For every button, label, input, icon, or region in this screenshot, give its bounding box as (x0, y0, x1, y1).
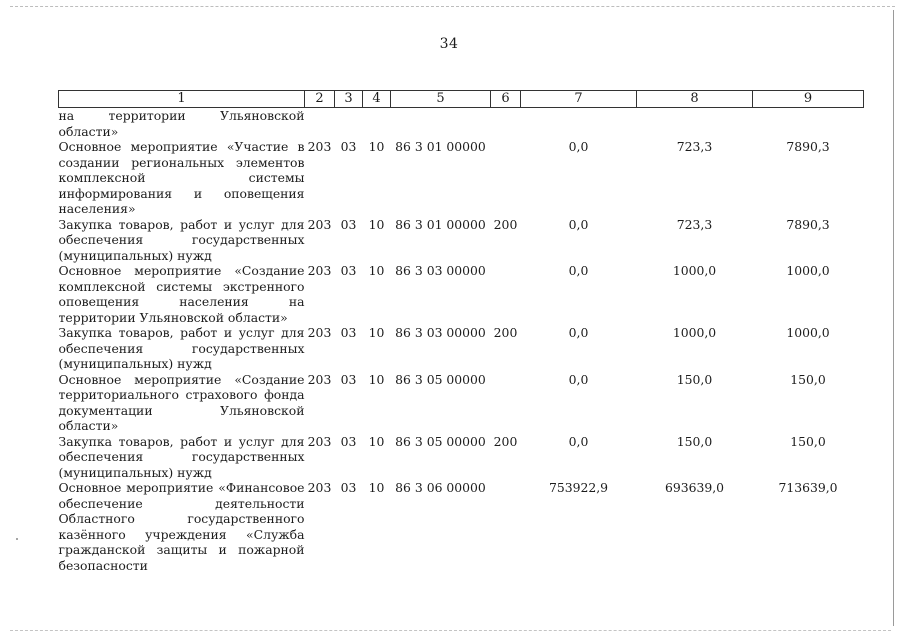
table-row (59, 434, 864, 481)
row-code-2: 203 (307, 263, 332, 278)
row-value-9: 7890,3 (786, 216, 830, 232)
row-code-3: 03 (340, 325, 357, 340)
table-row (59, 139, 864, 217)
row-code-2: 203 (307, 371, 332, 387)
budget-table (58, 90, 864, 573)
header-col-3: 3 (335, 91, 363, 108)
header-col-8: 8 (637, 91, 753, 108)
row-description: на территории Ульяновской области» (58, 108, 305, 139)
row-value-7: 0,0 (568, 371, 589, 387)
row-code-6 (491, 263, 521, 325)
row-value-8: 150,0 (676, 433, 713, 449)
table-row (59, 325, 864, 372)
row-description: Основное мероприятие «Создание комплексной системы экстренного оповещения населения на территории Ульяновской области» (58, 263, 305, 325)
row-value-7: 0,0 (568, 139, 589, 154)
row-code-6: 200 (493, 216, 518, 232)
table-row (59, 480, 864, 573)
row-code-2: 203 (307, 433, 332, 449)
row-code-4: 10 (368, 263, 385, 278)
row-value-9: 150,0 (790, 433, 826, 449)
row-code-2: 203 (307, 325, 332, 340)
header-col-9: 9 (753, 91, 864, 108)
row-code-5: 86 3 03 00000 (395, 263, 486, 278)
row-value-8: 723,3 (676, 216, 713, 232)
row-code-4: 10 (368, 480, 385, 495)
row-code-3: 03 (340, 216, 357, 232)
row-code-6 (491, 480, 521, 573)
row-value-8: 693639,0 (664, 480, 725, 495)
row-value-7: 753922,9 (548, 480, 609, 495)
row-code-5: 86 3 06 00000 (395, 480, 486, 495)
row-code-2: 203 (307, 216, 332, 232)
page-top-edge (10, 6, 895, 7)
row-value-9: 7890,3 (786, 139, 830, 154)
row-value-7: 0,0 (568, 433, 589, 449)
row-code-4: 10 (368, 371, 385, 387)
row-code-4: 10 (368, 325, 385, 340)
row-code-2: 203 (307, 480, 332, 495)
row-code-5: 86 3 01 00000 (395, 139, 486, 154)
header-col-2: 2 (305, 91, 335, 108)
row-code-6: 200 (493, 325, 518, 340)
row-value-9: 1000,0 (786, 325, 830, 340)
row-value-8: 1000,0 (672, 325, 717, 340)
row-code-5: 86 3 05 00000 (395, 371, 486, 387)
row-code-5: 86 3 01 00000 (395, 216, 486, 232)
row-description: Основное мероприятие «Участие в создании региональных элементов комплексной системы информирования и оповещения населения» (58, 139, 305, 216)
header-col-4: 4 (363, 91, 391, 108)
row-code-3: 03 (340, 263, 357, 278)
row-description: Основное мероприятие «Финансовое обеспечение деятельности Областного государственного казённого учреждения «Служба гражданской защиты и пожарной безопасности (58, 480, 305, 573)
row-code-4: 10 (368, 216, 385, 232)
page-right-edge (893, 10, 894, 626)
row-code-4: 10 (368, 139, 385, 154)
table-row (59, 217, 864, 264)
row-code-6 (491, 139, 521, 217)
header-col-5: 5 (391, 91, 491, 108)
row-code-3: 03 (340, 480, 357, 495)
table-row (59, 263, 864, 325)
row-value-7: 0,0 (568, 325, 589, 340)
row-description: Закупка товаров, работ и услуг для обеспечения государственных (муниципальных) нужд (58, 433, 305, 480)
scan-speck (16, 538, 18, 540)
row-value-9: 150,0 (790, 371, 826, 387)
row-code-3: 03 (340, 433, 357, 449)
page-number: 34 (439, 36, 459, 52)
row-code-3: 03 (340, 139, 357, 154)
row-code-4: 10 (368, 433, 385, 449)
table-header-row (59, 91, 864, 108)
header-col-1: 1 (59, 91, 305, 108)
row-value-8: 1000,0 (672, 263, 717, 278)
header-col-6: 6 (491, 91, 521, 108)
row-code-5: 86 3 05 00000 (395, 433, 486, 449)
table-row-continuation (59, 108, 864, 140)
row-value-7: 0,0 (568, 216, 589, 232)
row-description: Закупка товаров, работ и услуг для обеспечения государственных (муниципальных) нужд (58, 325, 305, 371)
page-bottom-edge (10, 630, 891, 631)
row-value-9: 1000,0 (786, 263, 830, 278)
row-code-5: 86 3 03 00000 (395, 325, 486, 340)
row-code-6 (491, 372, 521, 434)
row-description: Основное мероприятие «Создание территориального страхового фонда документации Ульяновской области» (58, 371, 305, 433)
row-value-9: 713639,0 (778, 480, 838, 495)
row-code-6: 200 (493, 433, 518, 449)
row-value-8: 150,0 (676, 371, 713, 387)
row-value-8: 723,3 (676, 139, 713, 154)
row-code-3: 03 (340, 371, 357, 387)
header-col-7: 7 (521, 91, 637, 108)
row-value-7: 0,0 (568, 263, 589, 278)
row-description: Закупка товаров, работ и услуг для обеспечения государственных (муниципальных) нужд (58, 216, 305, 263)
table-row (59, 372, 864, 434)
row-code-2: 203 (307, 139, 332, 154)
